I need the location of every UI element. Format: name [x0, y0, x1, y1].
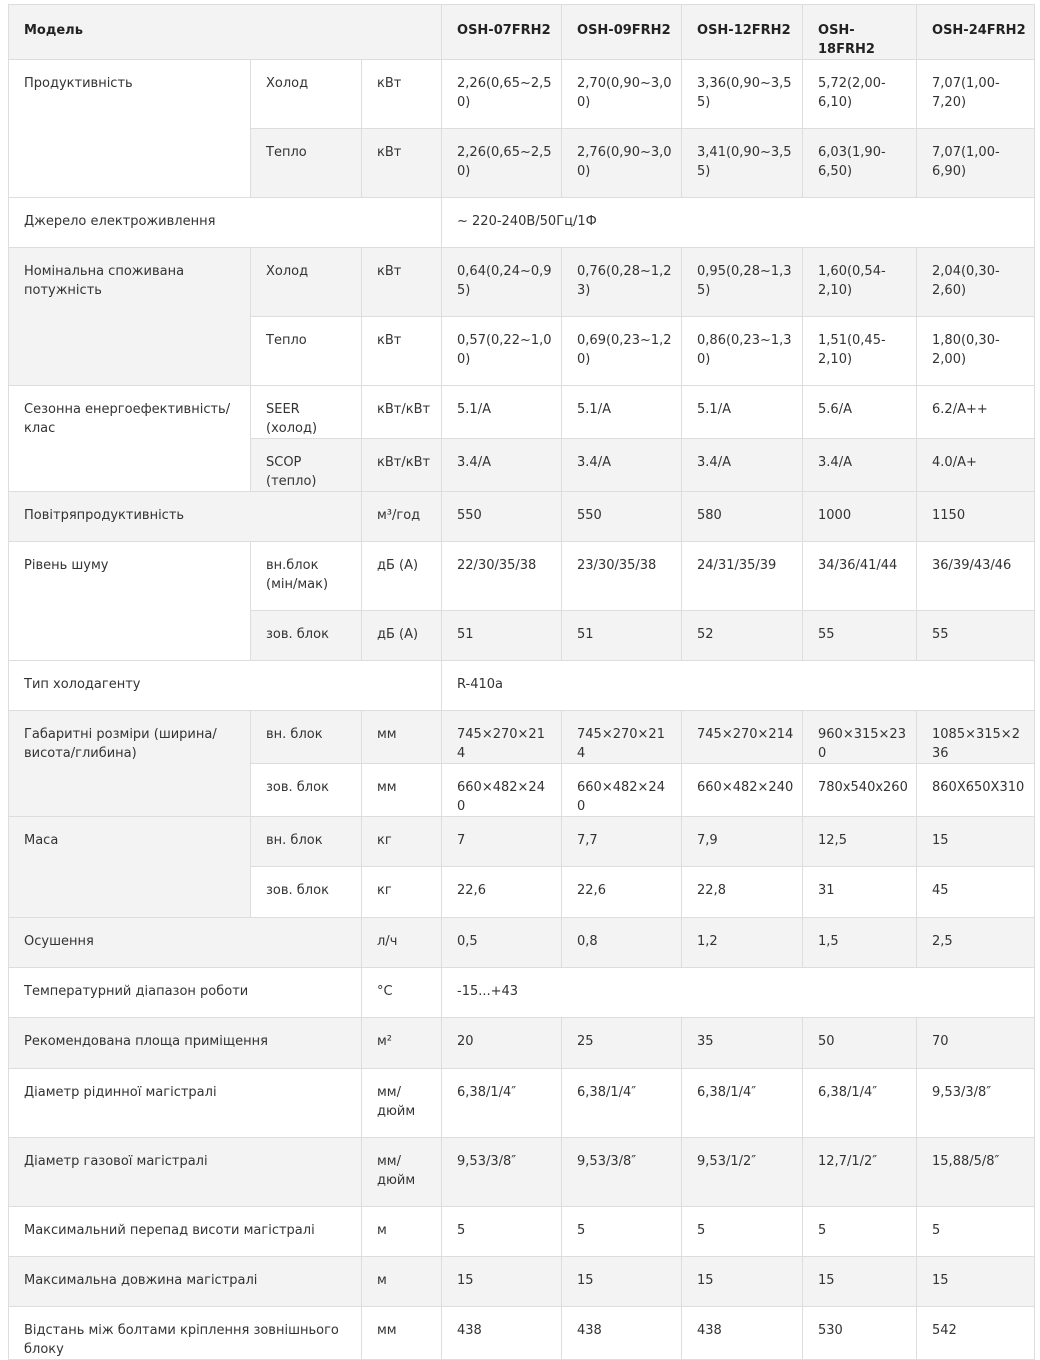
mode-label: зов. блок: [251, 611, 362, 661]
table-row: [9, 492, 1035, 542]
value-cell: 3.4/A: [682, 439, 803, 492]
value-cell: 7: [442, 817, 562, 867]
unit-label: л/ч: [362, 918, 442, 968]
row-label-max-height: Максимальний перепад висоти магістралі: [9, 1207, 362, 1257]
table-row: [9, 661, 1035, 711]
row-label-room-area: Рекомендована площа приміщення: [9, 1018, 362, 1069]
unit-label: мм: [362, 1307, 442, 1360]
value-cell: 2,26(0,65~2,50): [442, 129, 562, 198]
value-cell: 5: [803, 1207, 917, 1257]
value-cell: 22/30/35/38: [442, 542, 562, 611]
value-cell: 3.4/A: [562, 439, 682, 492]
value-cell: 12,7/1/2″: [803, 1138, 917, 1207]
value-cell: 52: [682, 611, 803, 661]
value-cell: 0,95(0,28~1,35): [682, 248, 803, 317]
value-cell: 5: [442, 1207, 562, 1257]
value-cell: 6.2/A++: [917, 386, 1035, 439]
row-label-power-supply: Джерело електроживлення: [9, 198, 442, 248]
unit-label: кВт: [362, 60, 442, 129]
value-cell: 15: [442, 1257, 562, 1307]
value-cell: 6,38/1/4″: [562, 1069, 682, 1138]
table-row: [9, 711, 1035, 764]
value-cell: 1085×315×236: [917, 711, 1035, 764]
unit-label: мм/дюйм: [362, 1069, 442, 1138]
unit-label: м: [362, 1207, 442, 1257]
table-row: [9, 1257, 1035, 1307]
value-cell: 36/39/43/46: [917, 542, 1035, 611]
unit-label: °С: [362, 968, 442, 1018]
value-cell: 3,36(0,90~3,55): [682, 60, 803, 129]
value-cell: 1000: [803, 492, 917, 542]
value-cell: 660×482×240: [682, 764, 803, 817]
mode-label: вн.блок (мін/мак): [251, 542, 362, 611]
value-cell: 15,88/5/8″: [917, 1138, 1035, 1207]
unit-label: дБ (А): [362, 611, 442, 661]
model-name: OSH-24FRH2: [917, 5, 1035, 60]
value-cell: 660×482×240: [562, 764, 682, 817]
unit-label: мм: [362, 764, 442, 817]
value-cell: 0,5: [442, 918, 562, 968]
model-name: OSH-12FRH2: [682, 5, 803, 60]
table-row: [9, 1138, 1035, 1207]
value-cell: 5.1/A: [562, 386, 682, 439]
row-label-bolt-distance: Відстань між болтами кріплення зовнішнього блоку: [9, 1307, 362, 1360]
table-row: [9, 968, 1035, 1018]
value-cell: 0,57(0,22~1,00): [442, 317, 562, 386]
row-label-power-consumption: Номінальна споживана потужність: [9, 248, 251, 386]
value-cell: 9,53/3/8″: [562, 1138, 682, 1207]
table-row: [9, 1307, 1035, 1360]
value-cell: 745×270×214: [682, 711, 803, 764]
unit-label: кВт/кВт: [362, 439, 442, 492]
value-cell: 34/36/41/44: [803, 542, 917, 611]
model-name: OSH-09FRH2: [562, 5, 682, 60]
value-cell: 780x540x260: [803, 764, 917, 817]
value-cell: 3,41(0,90~3,55): [682, 129, 803, 198]
mode-label: вн. блок: [251, 711, 362, 764]
value-cell: 15: [917, 817, 1035, 867]
mode-label: вн. блок: [251, 817, 362, 867]
value-cell: 745×270×214: [442, 711, 562, 764]
model-name: OSH-18FRH2: [803, 5, 917, 60]
value-cell: 25: [562, 1018, 682, 1069]
value-cell: 0,76(0,28~1,23): [562, 248, 682, 317]
value-cell: 530: [803, 1307, 917, 1360]
row-label-dimensions: Габаритні розміри (ширина/висота/глибина): [9, 711, 251, 817]
unit-label: дБ (А): [362, 542, 442, 611]
table-row: [9, 918, 1035, 968]
value-cell: 23/30/35/38: [562, 542, 682, 611]
value-cell: 5.6/A: [803, 386, 917, 439]
unit-label: мм/дюйм: [362, 1138, 442, 1207]
value-cell: 9,53/1/2″: [682, 1138, 803, 1207]
value-cell: 0,64(0,24~0,95): [442, 248, 562, 317]
table-row: [9, 248, 1035, 317]
value-cell: 35: [682, 1018, 803, 1069]
unit-label: кВт/кВт: [362, 386, 442, 439]
unit-label: кг: [362, 817, 442, 867]
unit-label: кВт: [362, 317, 442, 386]
model-name: OSH-07FRH2: [442, 5, 562, 60]
row-label-liquid-pipe: Діаметр рідинної магістралі: [9, 1069, 362, 1138]
value-cell: 1,5: [803, 918, 917, 968]
table-row: [9, 386, 1035, 439]
mode-label: зов. блок: [251, 867, 362, 918]
row-label-mass: Маса: [9, 817, 251, 918]
row-label-airflow: Повітряпродуктивність: [9, 492, 362, 542]
value-cell: 3.4/A: [442, 439, 562, 492]
mode-label: SCOP (тепло): [251, 439, 362, 492]
value-cell: 3.4/A: [803, 439, 917, 492]
unit-label: м: [362, 1257, 442, 1307]
value-cell: 4.0/A+: [917, 439, 1035, 492]
value-cell: 15: [682, 1257, 803, 1307]
value-cell: 51: [562, 611, 682, 661]
value-cell: 2,70(0,90~3,00): [562, 60, 682, 129]
spec-table: [8, 4, 1035, 1360]
value-cell: 860X650X310: [917, 764, 1035, 817]
value-cell: 2,04(0,30-2,60): [917, 248, 1035, 317]
mode-label: Тепло: [251, 129, 362, 198]
value-cell: 15: [562, 1257, 682, 1307]
value-cell: 12,5: [803, 817, 917, 867]
row-label-capacity: Продуктивність: [9, 60, 251, 198]
value-cell: 6,38/1/4″: [442, 1069, 562, 1138]
mode-label: Холод: [251, 60, 362, 129]
value-cell: 51: [442, 611, 562, 661]
value-cell: 22,8: [682, 867, 803, 918]
unit-label: м²: [362, 1018, 442, 1069]
value-cell: 1150: [917, 492, 1035, 542]
row-label-refrigerant: Тип холодагенту: [9, 661, 442, 711]
value-cell: 5.1/A: [682, 386, 803, 439]
value-cell: 24/31/35/39: [682, 542, 803, 611]
value-cell: R-410a: [442, 661, 1035, 711]
unit-label: кг: [362, 867, 442, 918]
value-cell: 7,7: [562, 817, 682, 867]
value-cell: -15...+43: [442, 968, 1035, 1018]
value-cell: 5.1/A: [442, 386, 562, 439]
row-label-temp-range: Температурний діапазон роботи: [9, 968, 362, 1018]
value-cell: 6,38/1/4″: [803, 1069, 917, 1138]
value-cell: 960×315×230: [803, 711, 917, 764]
value-cell: 1,51(0,45-2,10): [803, 317, 917, 386]
value-cell: 31: [803, 867, 917, 918]
mode-label: Холод: [251, 248, 362, 317]
value-cell: 550: [442, 492, 562, 542]
value-cell: 580: [682, 492, 803, 542]
value-cell: 7,07(1,00-6,90): [917, 129, 1035, 198]
value-cell: 5,72(2,00-6,10): [803, 60, 917, 129]
value-cell: 0,69(0,23~1,20): [562, 317, 682, 386]
value-cell: 9,53/3/8″: [442, 1138, 562, 1207]
value-cell: 22,6: [562, 867, 682, 918]
header-row: [9, 5, 1035, 60]
row-label-dehumidification: Осушення: [9, 918, 362, 968]
value-cell: 7,9: [682, 817, 803, 867]
value-cell: 55: [917, 611, 1035, 661]
value-cell: 745×270×214: [562, 711, 682, 764]
value-cell: 660×482×240: [442, 764, 562, 817]
value-cell: 0,86(0,23~1,30): [682, 317, 803, 386]
value-cell: 22,6: [442, 867, 562, 918]
value-cell: 2,76(0,90~3,00): [562, 129, 682, 198]
value-cell: 50: [803, 1018, 917, 1069]
value-cell: 20: [442, 1018, 562, 1069]
table-row: [9, 542, 1035, 611]
row-label-seasonal: Сезонна енергоефективність/клас: [9, 386, 251, 492]
value-cell: 15: [803, 1257, 917, 1307]
unit-label: мм: [362, 711, 442, 764]
row-label-gas-pipe: Діаметр газової магістралі: [9, 1138, 362, 1207]
value-cell: 6,38/1/4″: [682, 1069, 803, 1138]
mode-label: Тепло: [251, 317, 362, 386]
table-row: [9, 817, 1035, 867]
value-cell: 1,2: [682, 918, 803, 968]
value-cell: 438: [682, 1307, 803, 1360]
value-cell: 0,8: [562, 918, 682, 968]
value-cell: 70: [917, 1018, 1035, 1069]
table-row: [9, 60, 1035, 129]
value-cell: 5: [682, 1207, 803, 1257]
value-cell: 438: [442, 1307, 562, 1360]
value-cell: 1,80(0,30-2,00): [917, 317, 1035, 386]
spec-table-container: [8, 4, 1034, 1360]
table-row: [9, 1207, 1035, 1257]
table-row: [9, 198, 1035, 248]
value-cell: 45: [917, 867, 1035, 918]
unit-label: кВт: [362, 129, 442, 198]
value-cell: 6,03(1,90-6,50): [803, 129, 917, 198]
value-cell: 542: [917, 1307, 1035, 1360]
row-label-max-length: Максимальна довжина магістралі: [9, 1257, 362, 1307]
value-cell: 5: [562, 1207, 682, 1257]
value-cell: 15: [917, 1257, 1035, 1307]
value-cell: 7,07(1,00-7,20): [917, 60, 1035, 129]
value-cell: 2,5: [917, 918, 1035, 968]
table-row: [9, 1018, 1035, 1069]
value-cell: 9,53/3/8″: [917, 1069, 1035, 1138]
value-cell: 1,60(0,54-2,10): [803, 248, 917, 317]
value-cell: 550: [562, 492, 682, 542]
row-label-noise: Рівень шуму: [9, 542, 251, 661]
mode-label: SEER (холод): [251, 386, 362, 439]
unit-label: м³/год: [362, 492, 442, 542]
table-row: [9, 1069, 1035, 1138]
value-cell: ~ 220-240В/50Гц/1Ф: [442, 198, 1035, 248]
model-header-label: Модель: [9, 5, 442, 60]
value-cell: 5: [917, 1207, 1035, 1257]
value-cell: 55: [803, 611, 917, 661]
value-cell: 438: [562, 1307, 682, 1360]
mode-label: зов. блок: [251, 764, 362, 817]
unit-label: кВт: [362, 248, 442, 317]
value-cell: 2,26(0,65~2,50): [442, 60, 562, 129]
